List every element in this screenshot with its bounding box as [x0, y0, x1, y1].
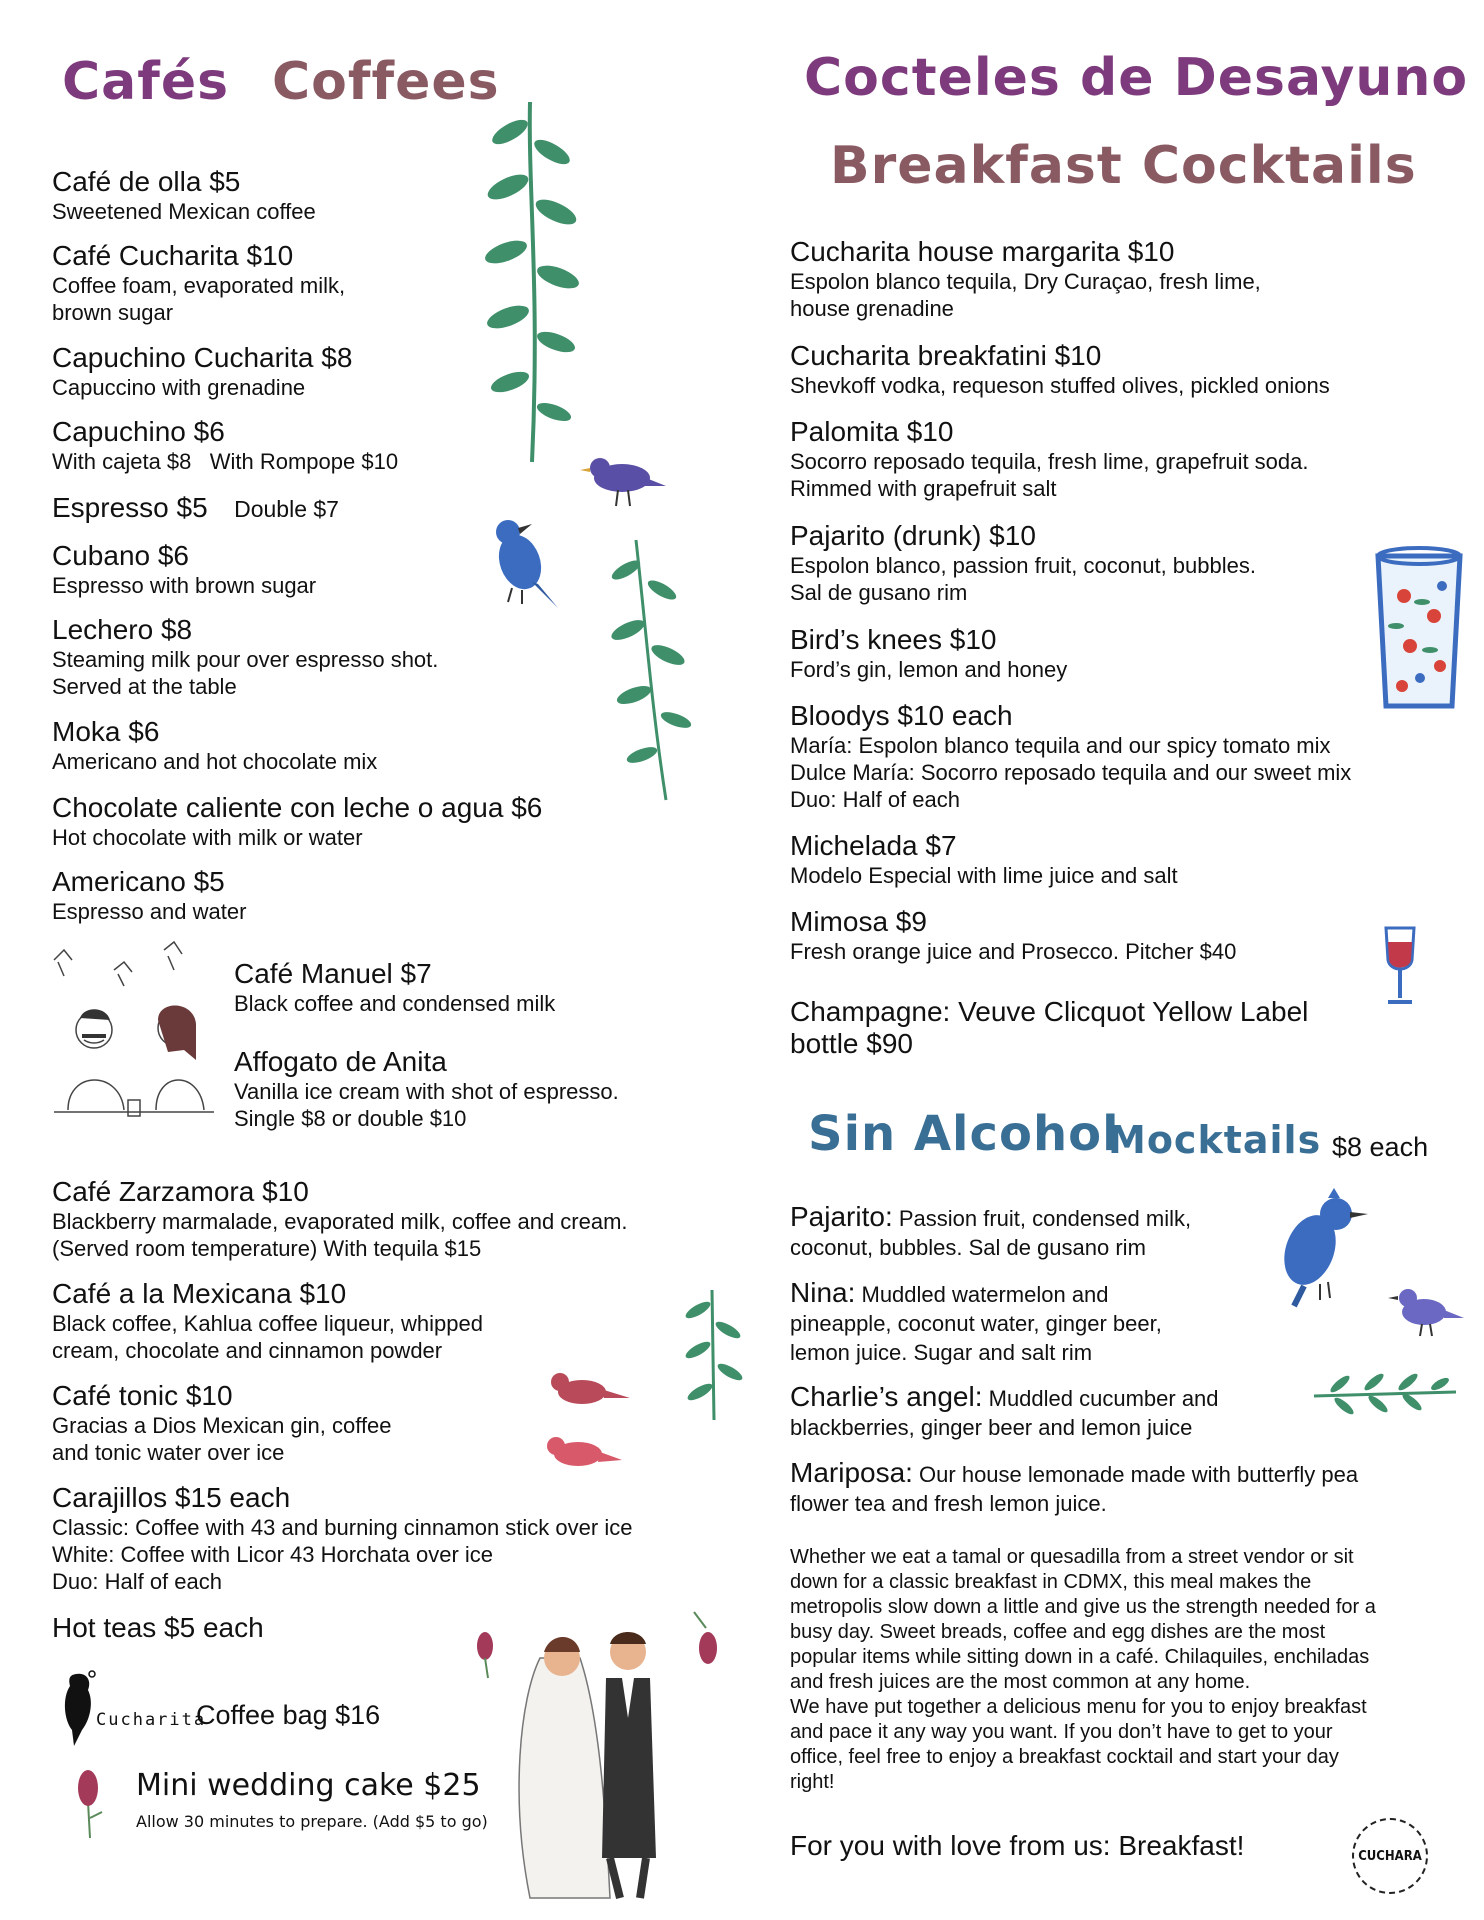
item-desc: Vanilla ice cream with shot of espresso. — [234, 1079, 619, 1104]
mocktail-item — [790, 1458, 1358, 1518]
menu-item — [790, 906, 1236, 965]
heading-breakfast-cocktails: Breakfast Cocktails — [830, 136, 1417, 196]
bird-icon — [578, 450, 668, 515]
item-title: Capuchino $6 — [52, 416, 225, 447]
item-desc: Sweetened Mexican coffee — [52, 199, 316, 224]
menu-item — [790, 236, 1261, 322]
item-title: Cubano $6 — [52, 540, 190, 571]
menu-item — [790, 520, 1256, 606]
flower-icon — [470, 1630, 500, 1685]
intro-line: busy day. Sweet breads, coffee and egg dishes are the most — [790, 1621, 1326, 1643]
menu-item — [790, 340, 1330, 399]
cake-title: Mini wedding cake $25 — [136, 1768, 481, 1803]
bird-icon — [1264, 1188, 1374, 1313]
item-title: Café a la Mexicana $10 — [52, 1278, 347, 1309]
item-title: Chocolate caliente con leche o agua $6 — [52, 792, 543, 823]
menu-item — [52, 866, 246, 925]
mocktail-name: Mariposa: — [790, 1457, 913, 1488]
item-title: Café Cucharita $10 — [52, 240, 294, 271]
item-title: Cucharita breakfatini $10 — [790, 340, 1102, 371]
menu-item — [52, 166, 316, 225]
item-desc: Espolon blanco tequila, Dry Curaçao, fresh lime, — [790, 269, 1261, 294]
menu-item — [52, 540, 316, 599]
intro-line: metropolis slow down a little and give us the strength needed for a — [790, 1596, 1376, 1618]
item-desc: Gracias a Dios Mexican gin, coffee — [52, 1413, 392, 1438]
menu-item — [52, 416, 398, 475]
item-title: Lechero $8 — [52, 614, 193, 645]
mocktail-desc: pineapple, coconut water, ginger beer, — [790, 1311, 1162, 1336]
menu-item — [52, 792, 542, 851]
item-desc: Blackberry marmalade, evaporated milk, coffee and cream. — [52, 1209, 628, 1234]
item-desc: cream, chocolate and cinnamon powder — [52, 1338, 443, 1363]
intro-line: and pace it any way you want. If you don’t have to get to your — [790, 1721, 1333, 1743]
mocktail-item — [790, 1202, 1191, 1262]
item-desc: Espresso with brown sugar — [52, 573, 317, 598]
coffee-bag-label: Coffee bag $16 — [196, 1700, 381, 1730]
menu-item — [234, 958, 555, 1017]
intro-line: Whether we eat a tamal or quesadilla from a street vendor or sit — [790, 1546, 1354, 1568]
item-desc: brown sugar — [52, 300, 174, 325]
couple-doodle-icon — [44, 940, 224, 1135]
intro-line: popular items while sitting down in a café. Chilaquiles, enchiladas — [790, 1646, 1370, 1668]
mocktail-desc: flower tea and fresh lemon juice. — [790, 1491, 1107, 1516]
item-title: Café Zarzamora $10 — [52, 1176, 309, 1207]
item-note: Double $7 — [234, 496, 339, 522]
intro-line: down for a classic breakfast in CDMX, this meal makes the — [790, 1571, 1312, 1593]
item-desc: Coffee foam, evaporated milk, — [52, 273, 346, 298]
item-desc: María: Espolon blanco tequila and our spicy tomato mix — [790, 733, 1331, 758]
menu-item — [52, 1380, 392, 1466]
item-title: Moka $6 — [52, 716, 160, 747]
champagne-item — [790, 996, 1308, 1060]
item-desc: Americano and hot chocolate mix — [52, 749, 378, 774]
item-title: Hot teas $5 each — [52, 1612, 264, 1643]
leaf-sprig-icon — [1310, 1370, 1460, 1425]
heading-cafes: Cafés — [62, 52, 230, 112]
heading-cocteles: Cocteles de Desayuno — [804, 48, 1469, 108]
item-title: Cucharita house margarita $10 — [790, 236, 1175, 267]
item-desc: Espresso and water — [52, 899, 247, 924]
item-desc: With cajeta $8 With Rompope $10 — [52, 449, 399, 474]
menu-item — [52, 240, 345, 326]
item-desc: Black coffee, Kahlua coffee liqueur, whipped — [52, 1311, 483, 1336]
menu-item — [52, 342, 352, 401]
bird-icon — [538, 1364, 638, 1489]
wedding-couple-icon — [510, 1618, 680, 1913]
item-title: Mimosa $9 — [790, 906, 927, 937]
item-desc: (Served room temperature) With tequila $15 — [52, 1236, 482, 1261]
item-desc: Steaming milk pour over espresso shot. — [52, 647, 439, 672]
menu-item — [52, 1612, 264, 1644]
menu-item — [790, 700, 1351, 813]
mocktail-desc: blackberries, ginger beer and lemon juice — [790, 1415, 1193, 1440]
item-desc: Modelo Especial with lime juice and salt — [790, 863, 1178, 888]
item-title: Café Manuel $7 — [234, 958, 432, 989]
item-desc: house grenadine — [790, 296, 954, 321]
intro-line: We have put together a delicious menu for you to enjoy breakfast — [790, 1696, 1367, 1718]
item-desc: Sal de gusano rim — [790, 580, 968, 605]
item-title: Bloodys $10 each — [790, 700, 1013, 731]
item-desc: Single $8 or double $10 — [234, 1106, 467, 1131]
menu-item — [52, 614, 438, 700]
menu-item — [52, 1482, 632, 1595]
item-desc: Dulce María: Socorro reposado tequila and our sweet mix — [790, 760, 1352, 785]
menu-item — [790, 624, 1067, 683]
menu-item — [790, 830, 1178, 889]
intro-line: right! — [790, 1771, 835, 1793]
floral-glass-icon — [1374, 546, 1464, 721]
item-title: Palomita $10 — [790, 416, 954, 447]
item-desc: Duo: Half of each — [52, 1569, 222, 1594]
item-desc: Capuccino with grenadine — [52, 375, 306, 400]
intro-paragraph — [790, 1545, 1376, 1795]
menu-item — [790, 416, 1309, 502]
menu-item — [52, 492, 339, 524]
cake-note: Allow 30 minutes to prepare. (Add $5 to go) — [136, 1812, 488, 1831]
bird-icon — [1386, 1280, 1466, 1345]
item-desc: and tonic water over ice — [52, 1440, 285, 1465]
item-desc: Hot chocolate with milk or water — [52, 825, 363, 850]
closing-line: For you with love from us: Breakfast! — [790, 1830, 1245, 1861]
mocktail-desc: lemon juice. Sugar and salt rim — [790, 1340, 1093, 1365]
item-title: Americano $5 — [52, 866, 225, 897]
intro-line: office, feel free to enjoy a breakfast cocktail and start your day — [790, 1746, 1339, 1768]
mocktail-desc: Our house lemonade made with butterfly pea — [912, 1462, 1359, 1487]
mocktail-name: Charlie’s angel: — [790, 1381, 983, 1412]
item-desc: Served at the table — [52, 674, 237, 699]
bird-icon — [478, 512, 568, 617]
item-title: Carajillos $15 each — [52, 1482, 291, 1513]
item-title: Espresso $5 — [52, 492, 208, 523]
leaf-sprig-icon — [672, 1280, 752, 1435]
item-title: Capuchino Cucharita $8 — [52, 342, 353, 373]
mocktail-desc: Muddled cucumber and — [982, 1386, 1219, 1411]
menu-item — [52, 1278, 483, 1364]
wine-glass-icon — [1380, 924, 1420, 1013]
item-title: Café de olla $5 — [52, 166, 241, 197]
mocktail-item — [790, 1382, 1219, 1442]
item-desc: Black coffee and condensed milk — [234, 991, 556, 1016]
item-desc: Socorro reposado tequila, fresh lime, grapefruit soda. — [790, 449, 1309, 474]
coffee-bag-brand: Cucharita — [96, 1710, 207, 1730]
mocktail-name: Pajarito: — [790, 1201, 893, 1232]
heading-coffees: Coffees — [272, 52, 500, 112]
crow-logo-icon — [56, 1668, 96, 1753]
flower-icon — [690, 1608, 724, 1683]
menu-item — [52, 716, 377, 775]
item-desc: White: Coffee with Licor 43 Horchata over ice — [52, 1542, 494, 1567]
item-title: Michelada $7 — [790, 830, 957, 861]
mocktail-desc: coconut, bubbles. Sal de gusano rim — [790, 1235, 1146, 1260]
intro-line: and fresh juices are the most common at any home. — [790, 1671, 1251, 1693]
item-title: Café tonic $10 — [52, 1380, 233, 1411]
item-desc: Espolon blanco, passion fruit, coconut, bubbles. — [790, 553, 1256, 578]
item-desc: Ford’s gin, lemon and honey — [790, 657, 1068, 682]
heading-sin-alcohol: Sin Alcohol — [808, 1106, 1120, 1162]
champagne-line: bottle $90 — [790, 1028, 913, 1059]
leaf-vine-icon — [596, 530, 696, 815]
mocktail-item — [790, 1278, 1162, 1367]
menu-item — [52, 1176, 628, 1262]
leaf-vine-icon — [470, 92, 590, 477]
logo-text: CUCHARA — [1358, 1848, 1422, 1864]
item-title: Pajarito (drunk) $10 — [790, 520, 1036, 551]
champagne-line: Champagne: Veuve Clicquot Yellow Label — [790, 996, 1309, 1027]
item-desc: Rimmed with grapefruit salt — [790, 476, 1057, 501]
item-desc: Duo: Half of each — [790, 787, 960, 812]
item-desc: Fresh orange juice and Prosecco. Pitcher $40 — [790, 939, 1237, 964]
mocktail-name: Nina: — [790, 1277, 856, 1308]
flower-icon — [68, 1768, 108, 1845]
menu-item — [234, 1046, 619, 1132]
item-desc: Classic: Coffee with 43 and burning cinnamon stick over ice — [52, 1515, 633, 1540]
item-title: Bird’s knees $10 — [790, 624, 997, 655]
cuchara-logo — [1352, 1818, 1428, 1894]
mocktails-price: $8 each — [1332, 1132, 1429, 1162]
item-desc: Shevkoff vodka, requeson stuffed olives, pickled onions — [790, 373, 1330, 398]
heading-mocktails: Mocktails — [1108, 1118, 1322, 1162]
mocktail-desc: Passion fruit, condensed milk, — [892, 1206, 1192, 1231]
mocktail-desc: Muddled watermelon and — [855, 1282, 1109, 1307]
item-title: Affogato de Anita — [234, 1046, 447, 1077]
